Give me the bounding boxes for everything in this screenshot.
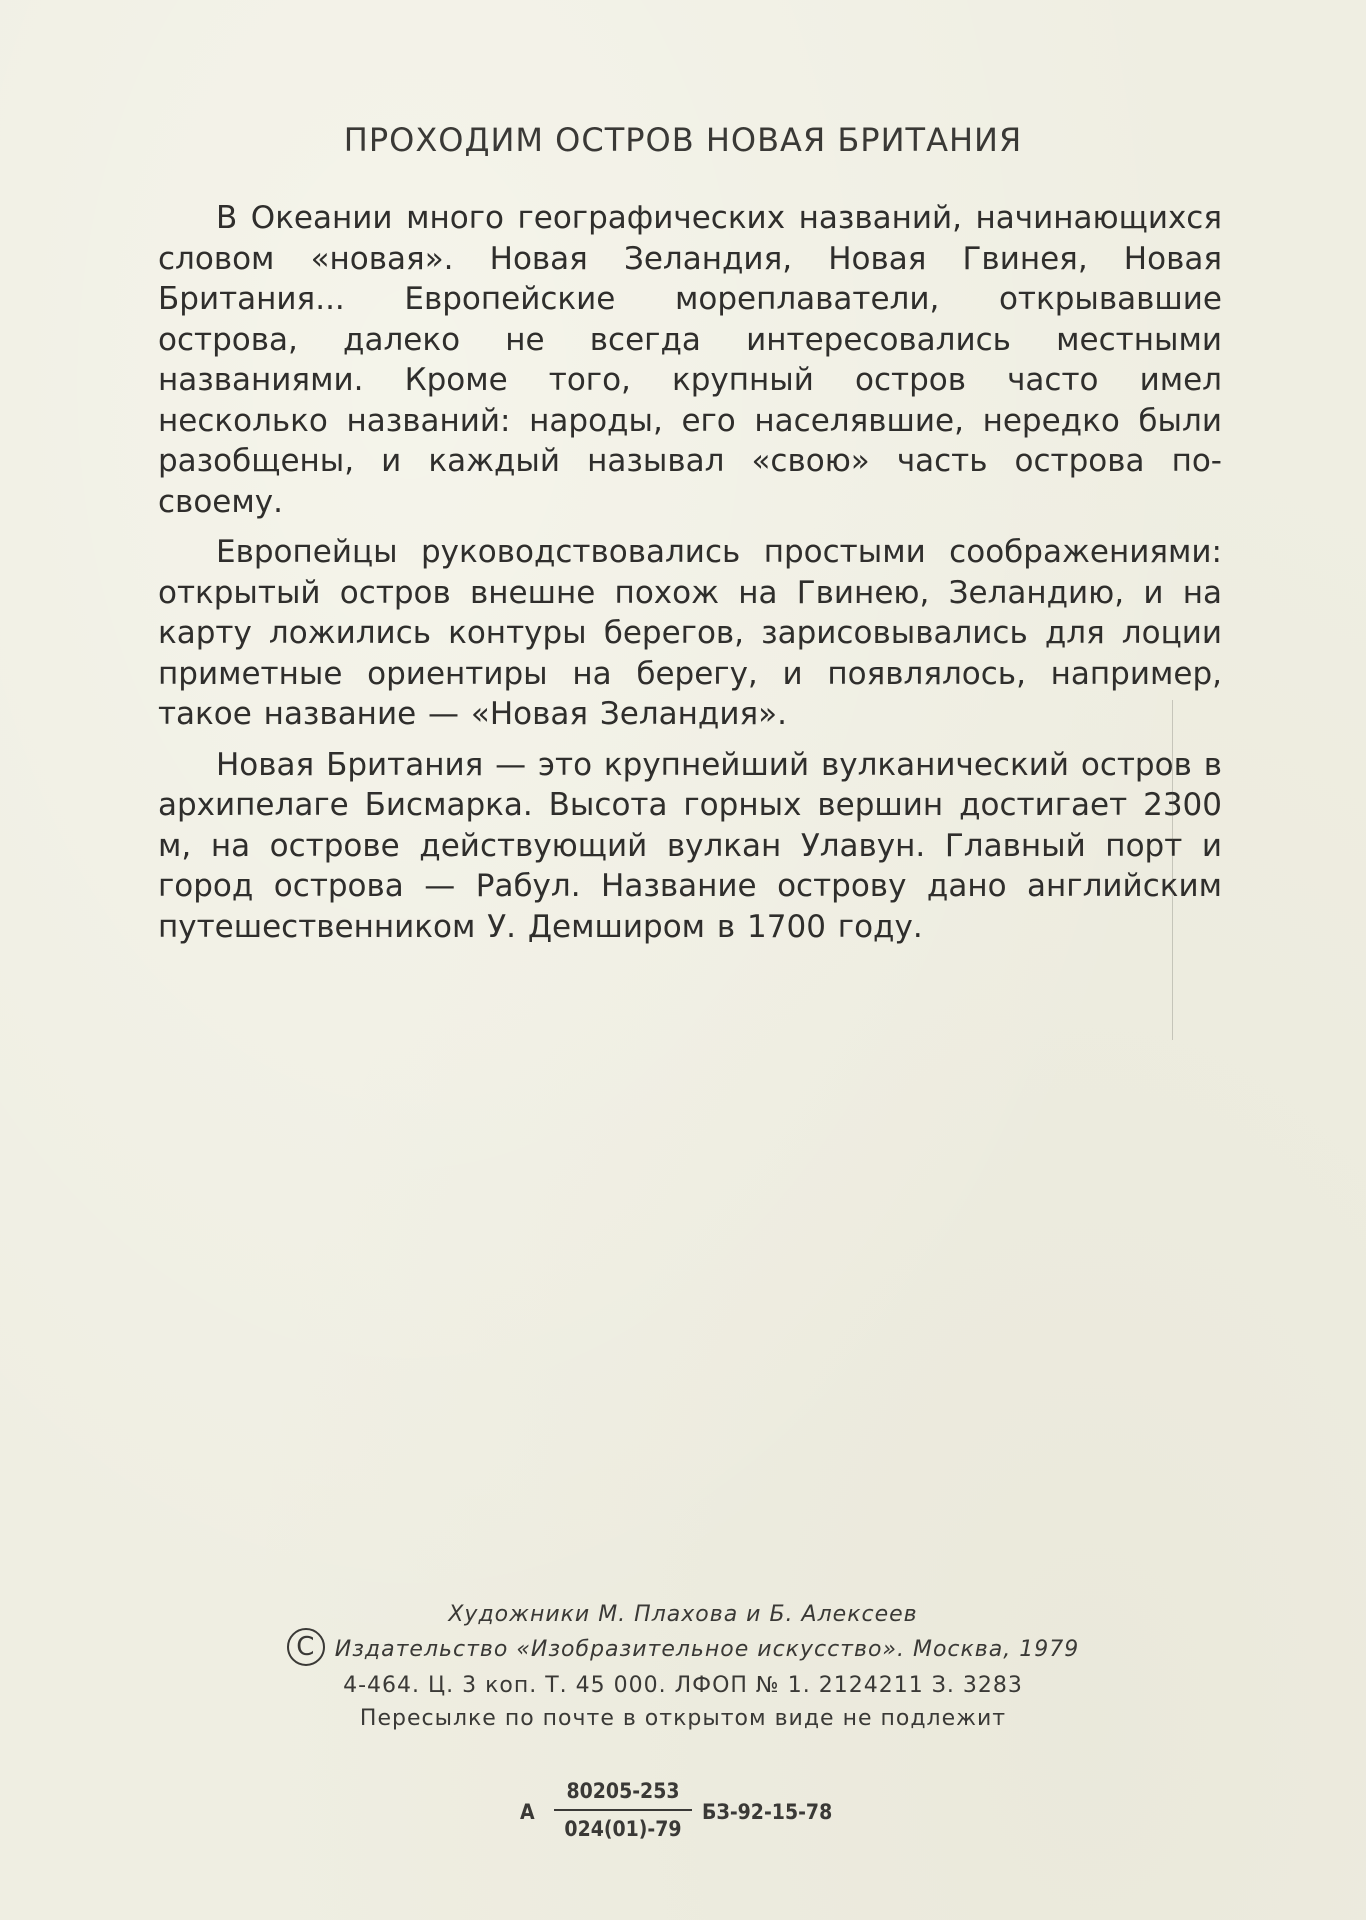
paragraph-3: Новая Британия — это крупнейший вулканический остров в архипелаге Бисмарка. Высота горных вершин достигает 2300 м, на острове действующий вулкан Улавун. Главный порт и город острова — Рабул. Название острову дано английским путешественником У. Демширом в 1700 году. [158,746,1222,945]
publisher-text: Издательство «Изобразительное искусство». Москва, 1979 [334,1637,1080,1662]
copyright-icon: C [287,1628,325,1666]
paragraph-2: Европейцы руководствовались простыми соображениями: открытый остров внешне похож на Гвинею, Зеландию, и на карту ложились контуры берегов, зарисовывались для лоции приметные ориентиры на берегу, и появлялось, например, такое название — «Новая Зеландия». [158,534,1222,732]
catalog-code-denominator: 024(01)-79 [564,1817,682,1841]
catalog-code-letter: А [520,1800,535,1824]
paragraph-1: В Океании много географических названий, начинающихся словом «новая». Новая Зеландия, Новая Гвинея, Новая Британия... Европейские мореплаватели, открывавшие острова, далеко не всегда интересовались местными названиями. Кроме того, крупный остров часто имел несколько названий: народы, его населявшие, нередко были разобщены, и каждый называл «свою» часть острова по-своему. [158,200,1222,520]
catalog-code-numerator: 80205-253 [566,1779,680,1803]
catalog-code-fraction [554,1776,692,1844]
print-info-line: 4-464. Ц. 3 коп. Т. 45 000. ЛФОП № 1. 2124211 З. 3283 [343,1673,1023,1698]
publisher-line [0,1631,1366,1669]
credits-block [0,1598,1366,1735]
page-title: ПРОХОДИМ ОСТРОВ НОВАЯ БРИТАНИЯ [343,121,1023,159]
fraction-bar [554,1809,692,1811]
postal-note-line: Пересылке по почте в открытом виде не подлежит [359,1706,1007,1731]
artists-line: Художники М. Плахова и Б. Алексеев [448,1602,918,1627]
article-body [158,198,1222,957]
catalog-code-suffix: БЗ-92-15-78 [702,1800,833,1824]
margin-rule [1172,700,1173,1040]
